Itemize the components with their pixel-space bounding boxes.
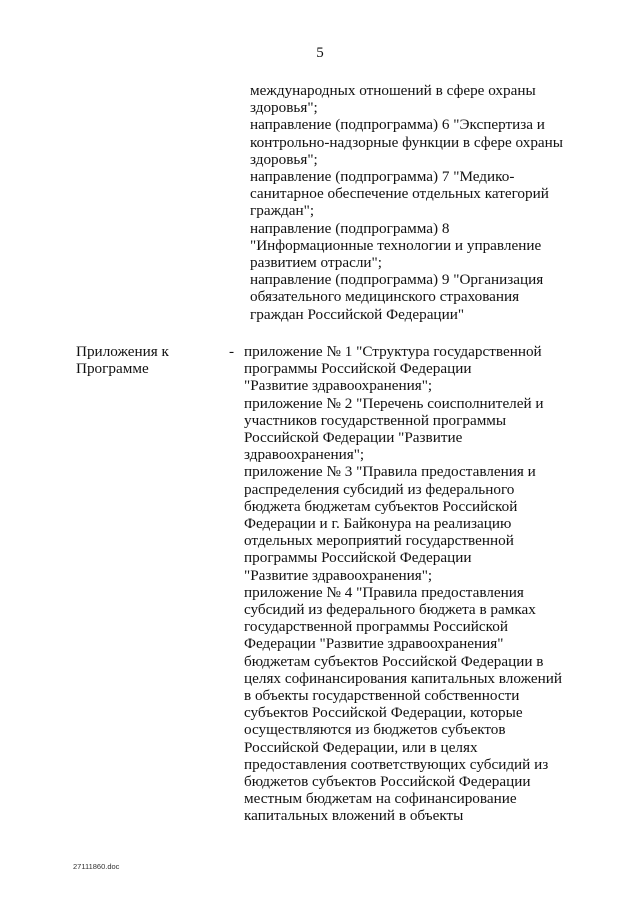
text-line: государственной программы Российской bbox=[244, 618, 508, 636]
text-line: бюджетам субъектов Российской Федерации в bbox=[244, 652, 544, 670]
file-name-footer: 27111860.doc bbox=[73, 862, 120, 871]
text-line: бюджетов субъектов Российской Федерации bbox=[244, 773, 531, 791]
text-line: направление (подпрограмма) 6 "Экспертиза и bbox=[250, 116, 545, 134]
text-line: приложение № 4 "Правила предоставления bbox=[244, 583, 524, 601]
text-line: направление (подпрограмма) 7 "Медико- bbox=[250, 168, 515, 186]
text-line: "Информационные технологии и управление bbox=[250, 236, 542, 254]
page-number: 5 bbox=[316, 45, 324, 61]
text-line: программы Российской Федерации bbox=[244, 360, 472, 378]
text-line: здоровья"; bbox=[250, 99, 318, 117]
text-line: местным бюджетам на софинансирование bbox=[244, 790, 517, 808]
section-label bbox=[76, 343, 216, 377]
text-line: Федерации и г. Байконура на реализацию bbox=[244, 515, 512, 533]
text-line: направление (подпрограмма) 9 "Организация bbox=[250, 271, 544, 289]
text-line: в объекты государственной собственности bbox=[244, 687, 520, 705]
text-line: Российской Федерации "Развитие bbox=[244, 429, 463, 447]
text-line: субсидий из федерального бюджета в рамках bbox=[244, 601, 536, 619]
text-line: приложение № 3 "Правила предоставления и bbox=[244, 463, 536, 481]
text-line: контрольно-надзорные функции в сфере охраны bbox=[250, 133, 563, 151]
section-dash: - bbox=[229, 343, 235, 360]
text-line: предоставления соответствующих субсидий из bbox=[244, 755, 549, 773]
text-line: санитарное обеспечение отдельных категорий bbox=[250, 185, 549, 203]
text-line: "Развитие здравоохранения"; bbox=[244, 377, 433, 395]
text-line: "Развитие здравоохранения"; bbox=[244, 566, 433, 584]
text-line: отдельных мероприятий государственной bbox=[244, 532, 514, 550]
text-line: капитальных вложений в объекты bbox=[244, 807, 464, 825]
text-line: приложение № 1 "Структура государственной bbox=[244, 343, 542, 360]
text-line: программы Российской Федерации bbox=[244, 549, 472, 567]
text-line: участников государственной программы bbox=[244, 411, 507, 429]
text-line: международных отношений в сфере охраны bbox=[250, 82, 536, 99]
text-line: развитием отрасли"; bbox=[250, 254, 382, 272]
text-line: Российской Федерации, или в целях bbox=[244, 738, 478, 756]
continuation-text bbox=[250, 82, 590, 323]
label-line: Приложения к bbox=[76, 343, 169, 360]
text-line: осуществляются из бюджетов субъектов bbox=[244, 721, 506, 739]
text-line: распределения субсидий из федерального bbox=[244, 480, 515, 498]
text-line: приложение № 2 "Перечень соисполнителей и bbox=[244, 394, 544, 412]
text-line: бюджета бюджетам субъектов Российской bbox=[244, 497, 518, 515]
text-line: здоровья"; bbox=[250, 150, 318, 168]
text-line: граждан"; bbox=[250, 202, 315, 220]
text-line: обязательного медицинского страхования bbox=[250, 288, 520, 306]
text-line: граждан Российской Федерации" bbox=[250, 305, 465, 323]
text-line: направление (подпрограмма) 8 bbox=[250, 219, 450, 237]
text-line: субъектов Российской Федерации, которые bbox=[244, 704, 523, 722]
text-line: Федерации "Развитие здравоохранения" bbox=[244, 635, 504, 653]
text-line: здравоохранения"; bbox=[244, 446, 365, 464]
label-line: Программе bbox=[76, 360, 149, 378]
text-line: целях софинансирования капитальных вложений bbox=[244, 669, 562, 687]
appendices-list bbox=[244, 343, 584, 825]
